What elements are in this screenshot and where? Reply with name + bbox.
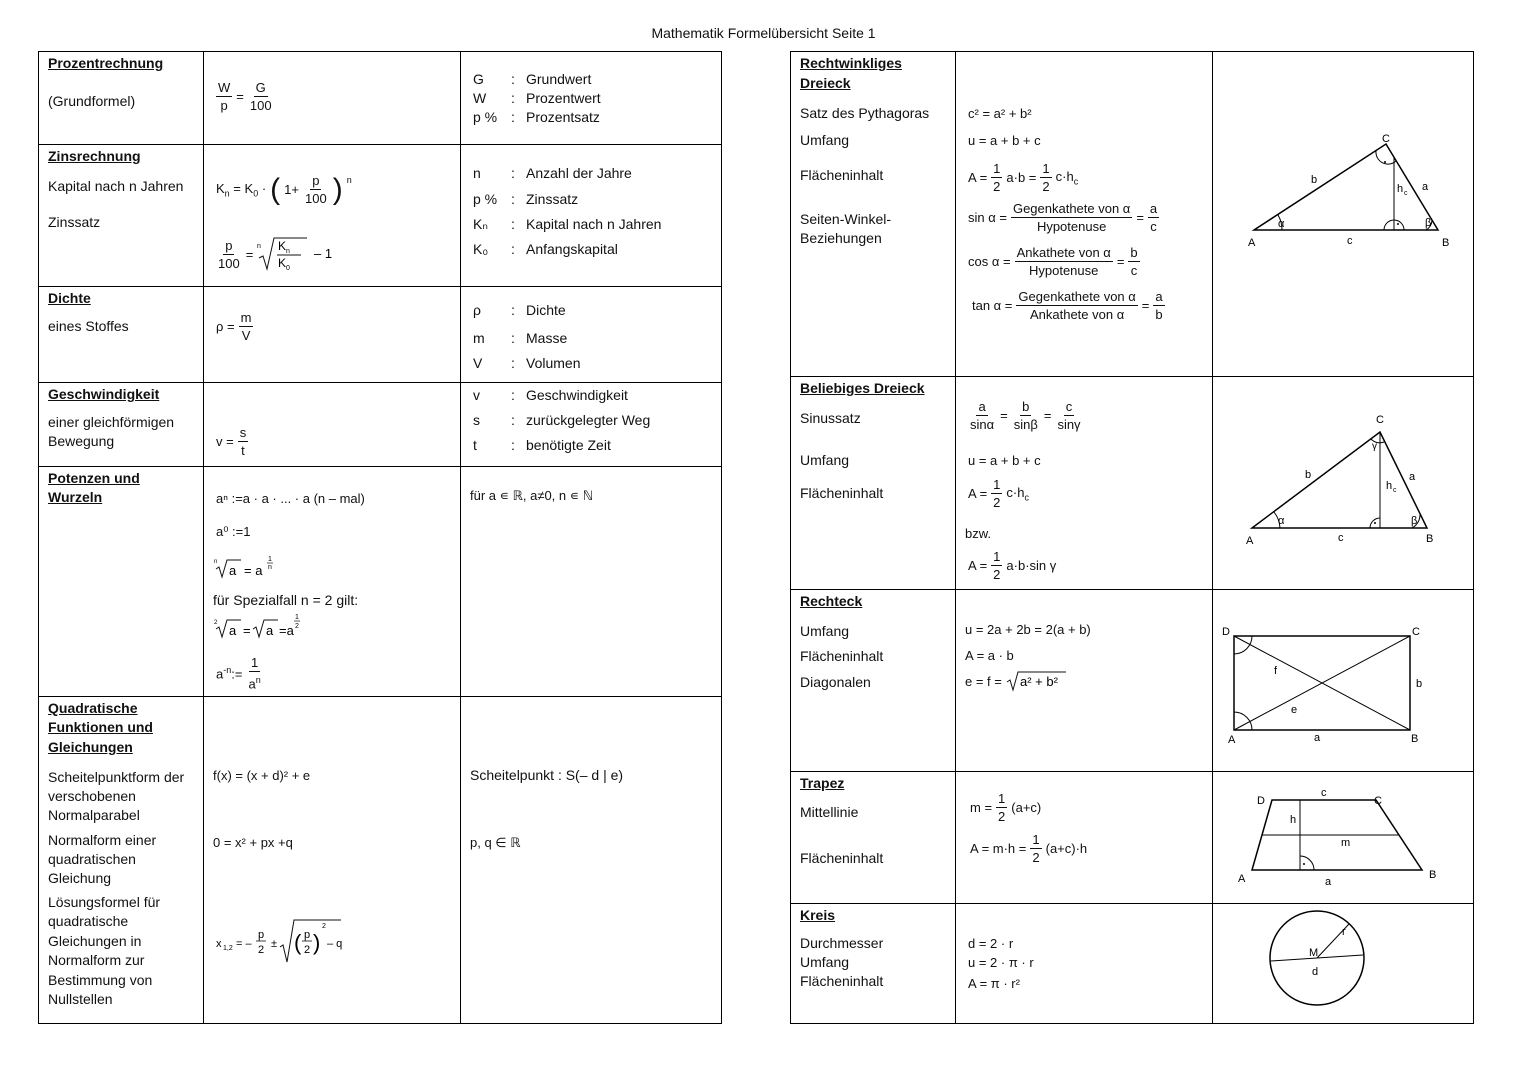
svg-text:a: a <box>1314 732 1321 744</box>
formula-kosinus: cos α = $\frac{\text{Ankathete von α}}{\text{Hypotenuse}}$ = $\frac{b}{c}$ <box>968 245 1138 278</box>
svg-text:A: A <box>1248 237 1256 249</box>
var-desc: Volumen <box>526 355 581 371</box>
svg-text:1,2: 1,2 <box>223 945 233 952</box>
svg-text:a: a <box>1409 471 1416 483</box>
formula-negative-potenz: $a^{-n}:=$ $\frac{1}{a^n}$ <box>216 655 261 692</box>
section-heading-rechtwinklig: Rechtwinkliges <box>800 55 902 71</box>
row-label: Zinssatz <box>48 214 101 230</box>
section-heading-beliebig: Beliebiges Dreieck <box>800 380 925 396</box>
row-label: Flächeninhalt <box>800 648 884 664</box>
svg-text:K: K <box>278 256 287 270</box>
general-triangle-diagram <box>1240 408 1450 548</box>
svg-text:c: c <box>1404 190 1408 197</box>
svg-text:p: p <box>258 929 265 941</box>
var-sym: V <box>473 355 483 371</box>
svg-text:c: c <box>1321 787 1327 799</box>
svg-text:e: e <box>1291 704 1298 716</box>
formula-pq <box>216 918 356 964</box>
formula-nte-wurzel <box>214 550 284 580</box>
svg-text:a: a <box>1325 876 1332 888</box>
section-subtitle: eines Stoffes <box>48 318 129 334</box>
svg-text:h: h <box>1290 814 1297 826</box>
section-heading-dichte: Dichte <box>48 290 91 306</box>
pq-condition-text: p, q ∈ ℝ <box>470 835 521 850</box>
var-desc: Geschwindigkeit <box>526 387 628 403</box>
var-sym: p % <box>473 191 498 207</box>
formula-grundformel: $\frac{W}{p}$ = $\frac{G}{100}$ <box>218 80 272 113</box>
svg-text:c: c <box>1347 235 1353 247</box>
svg-text:2: 2 <box>258 944 265 956</box>
formula-mittellinie: m = $\frac{1}{2}$ (a+c) <box>970 791 1042 824</box>
formula-sinus: sin α = $\frac{\text{Gegenkathete von α}}{\text{Hypotenuse}}$ = $\frac{a}{c}$ <box>968 201 1158 234</box>
svg-text:α: α <box>1278 515 1285 527</box>
section-subtitle: einer gleichförmigen <box>48 414 175 430</box>
formula-umfang-rechteck: u = 2a + 2b = 2(a + b) <box>965 622 1091 637</box>
var-desc: zurückgelegter Weg <box>526 412 651 428</box>
svg-text:γ: γ <box>1372 441 1377 452</box>
var-sym: p % <box>473 109 498 125</box>
svg-text:= –: = – <box>236 938 252 950</box>
row-label: Kapital nach n Jahren <box>48 178 184 194</box>
formula-tangens: tan α = $\frac{\text{Gegenkathete von α}}{\text{Ankathete von α}}$ = $\frac{a}{b}$ <box>972 289 1163 322</box>
var-desc: Grundwert <box>526 71 592 87</box>
svg-text:n: n <box>286 248 291 255</box>
row-label: Gleichung <box>48 870 112 886</box>
var-sym: s <box>473 412 480 428</box>
var-sym: Kₙ <box>473 216 488 232</box>
row-label: Sinussatz <box>800 410 861 426</box>
section-heading-dreieck: Dreieck <box>800 75 851 91</box>
svg-text:n: n <box>257 243 262 250</box>
svg-text:– q: – q <box>327 938 343 950</box>
svg-text:C: C <box>1382 133 1390 145</box>
row-label: Bestimmung von <box>48 972 153 988</box>
row-label: quadratischen <box>48 851 136 867</box>
svg-text:C: C <box>1376 414 1384 426</box>
formula-umfang: u = a + b + c <box>968 133 1041 148</box>
row-label: Gleichungen in <box>48 933 142 949</box>
svg-text:B: B <box>1426 533 1434 545</box>
section-heading-trapez: Trapez <box>800 775 845 791</box>
svg-text:A: A <box>1246 535 1254 547</box>
formula-flaeche-rechteck: A = a · b <box>965 648 1014 663</box>
formula-flaeche-rw: A = $\frac{1}{2}$ a·b = $\frac{1}{2}$ $c\cdot h_c$ <box>968 161 1079 194</box>
var-desc: Dichte <box>526 302 566 318</box>
svg-text:A: A <box>1238 873 1246 885</box>
row-label: Flächeninhalt <box>800 167 884 183</box>
formula-zinseszins: $K_n = K_0$ · ( 1+ $\frac{p}{100}$ ) $^n$ <box>216 172 352 206</box>
row-label: verschobenen <box>48 788 136 804</box>
svg-text:n: n <box>214 559 218 565</box>
svg-text:B: B <box>1411 733 1419 745</box>
svg-text:D: D <box>1257 795 1265 807</box>
svg-text:α: α <box>1278 218 1285 230</box>
row-label: Nullstellen <box>48 991 113 1007</box>
svg-text:c: c <box>1393 487 1397 494</box>
var-desc: benötigte Zeit <box>526 437 611 453</box>
svg-text:p: p <box>304 929 311 941</box>
row-label: Normalparabel <box>48 807 140 823</box>
formula-kreisumfang: u = 2 · π · r <box>968 955 1034 970</box>
row-label: Umfang <box>800 954 850 970</box>
square-root-sign-icon <box>1006 670 1068 692</box>
svg-text:β: β <box>1411 515 1418 527</box>
svg-text:B: B <box>1442 237 1450 249</box>
svg-text:1: 1 <box>268 556 272 563</box>
row-label: Normalform einer <box>48 832 157 848</box>
svg-text:C: C <box>1374 795 1382 807</box>
formula-flaeche-trapez: A = m·h = $\frac{1}{2}$ (a+c)·h <box>970 832 1088 865</box>
svg-text:±: ± <box>271 938 278 950</box>
formula-flaeche-bel: A = $\frac{1}{2}$ $c\cdot h_c$ <box>968 477 1029 510</box>
section-heading-gleichungen: Gleichungen <box>48 739 133 755</box>
row-label: Flächeninhalt <box>800 485 884 501</box>
var-desc: Zinssatz <box>526 191 579 207</box>
formula-sinussatz: $\frac{a}{\sin\alpha}$ = $\frac{b}{\sin\beta}$ = $\frac{c}{\sin\gamma}$ <box>970 399 1081 432</box>
row-label: Diagonalen <box>800 674 871 690</box>
row-label: Normalform zur <box>48 952 145 968</box>
svg-text:2: 2 <box>304 944 311 956</box>
svg-text:D: D <box>1222 626 1230 638</box>
section-heading-potenzen: Potenzen und <box>48 470 140 486</box>
var-desc: Anzahl der Jahre <box>526 165 632 181</box>
svg-text:β: β <box>1425 217 1432 229</box>
section-heading-quadratische: Quadratische <box>48 700 138 716</box>
condition-text: für a ∊ ℝ, a≠0, n ∊ ℕ <box>470 488 594 503</box>
row-label: Flächeninhalt <box>800 850 884 866</box>
var-sym: n <box>473 165 481 181</box>
svg-text:2: 2 <box>214 620 218 626</box>
svg-text:a: a <box>229 623 237 638</box>
svg-text:B: B <box>1429 869 1437 881</box>
svg-text:1: 1 <box>295 614 299 621</box>
formula-diagonale: e = f = a² + b² <box>965 670 1068 692</box>
svg-text:M: M <box>1309 947 1319 959</box>
formula-kreisflaeche: A = π · r² <box>968 976 1020 991</box>
svg-text:d: d <box>1312 966 1319 978</box>
svg-text:= a: = a <box>244 563 263 578</box>
section-heading-geschwindigkeit: Geschwindigkeit <box>48 386 160 402</box>
formula-dichte: ρ = $\frac{m}{V}$ <box>216 310 252 343</box>
rectangle-diagram <box>1218 622 1428 747</box>
svg-text:n: n <box>268 564 272 571</box>
special-case-text: für Spezialfall n = 2 gilt: <box>213 592 359 608</box>
svg-text:=a: =a <box>279 623 294 638</box>
formula-normalform: 0 = x² + px +q <box>213 835 293 850</box>
var-desc: Prozentsatz <box>526 109 600 125</box>
var-sym: t <box>473 437 477 453</box>
formula-pythagoras: c² = a² + b² <box>968 106 1032 121</box>
formula-umfang-bel: u = a + b + c <box>968 453 1041 468</box>
left-formula-table <box>38 51 722 1024</box>
formula-durchmesser: d = 2 · r <box>968 936 1014 951</box>
right-triangle-diagram <box>1240 130 1460 255</box>
section-subtitle: (Grundformel) <box>48 93 136 109</box>
formula-potenz-def: aⁿ :=a · a · ... · a (n – mal) <box>216 491 365 506</box>
row-label: Flächeninhalt <box>800 973 884 989</box>
row-label: Umfang <box>800 452 850 468</box>
row-label: Lösungsformel für <box>48 894 161 910</box>
row-label: Umfang <box>800 623 850 639</box>
row-label: Seiten-Winkel- <box>800 211 892 227</box>
svg-text:(: ( <box>294 930 302 955</box>
var-sym: K₀ <box>473 241 489 257</box>
row-label: Scheitelpunktform der <box>48 769 185 785</box>
row-label: quadratische <box>48 913 129 929</box>
section-heading-wurzeln: Wurzeln <box>48 489 103 505</box>
section-heading-prozentrechnung: Prozentrechnung <box>48 55 164 71</box>
circle-diagram <box>1262 904 1374 1016</box>
svg-text:r: r <box>1342 926 1346 938</box>
svg-text:C: C <box>1412 626 1420 638</box>
svg-text:– 1: – 1 <box>314 246 333 261</box>
svg-text:K: K <box>278 239 287 253</box>
svg-text:2: 2 <box>322 923 326 930</box>
trapezoid-diagram <box>1232 784 1447 889</box>
svg-text:a: a <box>229 563 237 578</box>
section-heading-funktionen: Funktionen und <box>48 719 153 735</box>
section-subtitle: Bewegung <box>48 433 115 449</box>
svg-text:): ) <box>313 930 321 955</box>
var-desc: Anfangskapital <box>526 241 618 257</box>
section-heading-kreis: Kreis <box>800 907 836 923</box>
var-sym: v <box>473 387 480 403</box>
formula-potenz-null: a⁰ :=1 <box>216 524 251 539</box>
svg-text:a² + b²: a² + b² <box>1019 674 1058 689</box>
var-sym: m <box>473 330 485 346</box>
var-sym: ρ <box>473 302 481 318</box>
svg-text:0: 0 <box>286 265 291 272</box>
svg-text:a: a <box>1422 181 1429 193</box>
row-label: Satz des Pythagoras <box>800 105 930 121</box>
svg-text:c: c <box>1338 532 1344 544</box>
formula-scheitelpunktform: f(x) = (x + d)² + e <box>213 768 311 783</box>
formula-flaeche-sin: A = $\frac{1}{2}$ a·b·sin γ <box>968 549 1057 582</box>
formula-geschwindigkeit: v = $\frac{s}{t}$ <box>216 425 247 458</box>
var-desc: Masse <box>526 330 568 346</box>
svg-text:b: b <box>1305 469 1312 481</box>
bzw-text: bzw. <box>965 526 992 541</box>
svg-text:h: h <box>1397 183 1404 195</box>
svg-text:2: 2 <box>295 623 299 630</box>
section-heading-zinsrechnung: Zinsrechnung <box>48 148 141 164</box>
svg-text:m: m <box>1341 837 1351 849</box>
row-label: Durchmesser <box>800 935 884 951</box>
formula-zinssatz: $\frac{p}{100}$ = n K n K 0 – 1 <box>218 237 333 272</box>
svg-text:b: b <box>1311 174 1318 186</box>
section-heading-rechteck: Rechteck <box>800 593 863 609</box>
var-sym: G <box>473 71 484 87</box>
var-desc: Prozentwert <box>526 90 601 106</box>
nth-root-sign-icon <box>257 236 333 272</box>
svg-text:b: b <box>1416 678 1423 690</box>
svg-text:x: x <box>216 938 222 950</box>
row-label: Mittellinie <box>800 804 859 820</box>
row-label: Umfang <box>800 132 850 148</box>
var-sym: W <box>473 90 487 106</box>
svg-text:=: = <box>243 623 251 638</box>
svg-text:A: A <box>1228 734 1236 746</box>
row-label: Beziehungen <box>800 230 882 246</box>
var-desc: Kapital nach n Jahren <box>526 216 662 232</box>
scheitelpunkt-text: Scheitelpunkt : S(– d | e) <box>470 767 624 783</box>
svg-text:h: h <box>1386 480 1393 492</box>
svg-text:a: a <box>266 623 274 638</box>
page-title: Mathematik Formelübersicht Seite 1 <box>651 25 876 41</box>
formula-quadratwurzel <box>214 610 304 640</box>
svg-text:f: f <box>1274 665 1278 677</box>
